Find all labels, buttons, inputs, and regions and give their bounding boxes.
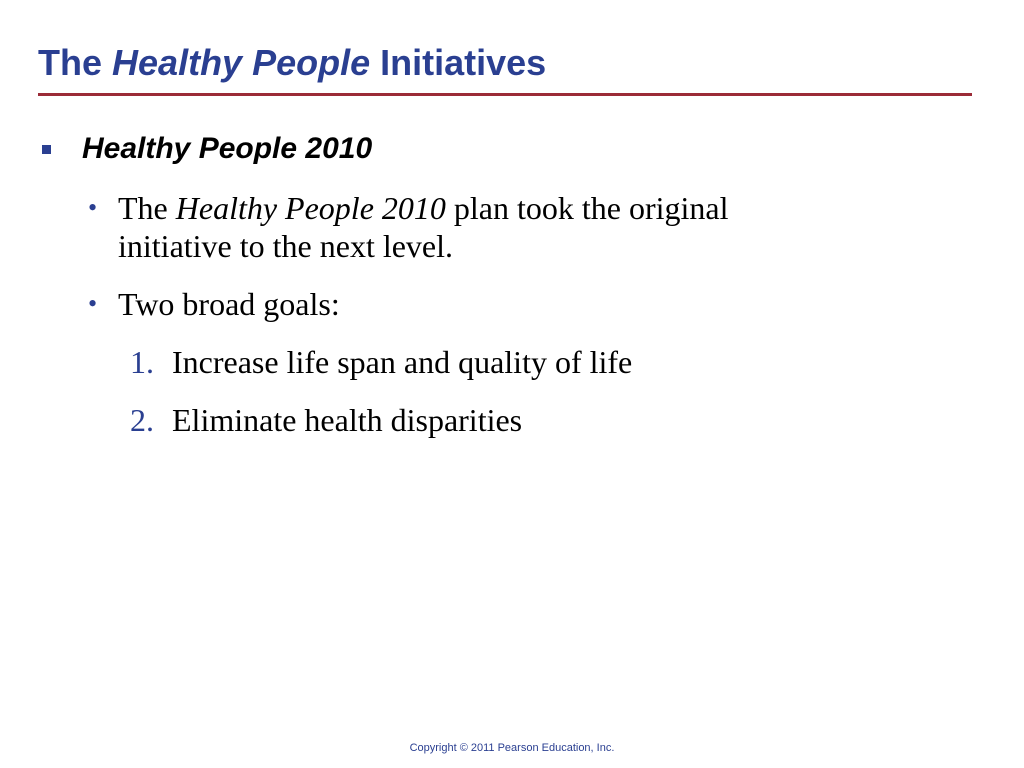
round-bullet-icon: • [88, 289, 98, 318]
title-suffix: Initiatives [380, 42, 547, 83]
section-heading: Healthy People 2010 [82, 132, 373, 165]
goal-text: Eliminate health disparities [172, 402, 523, 438]
round-bullet-icon: • [88, 193, 98, 222]
goal-number: 2. [130, 402, 154, 438]
bullet-text-italic: Healthy People 2010 [175, 190, 446, 226]
list-item [88, 285, 848, 323]
level1-item [38, 128, 978, 170]
goal-text: Increase life span and quality of life [172, 344, 633, 380]
bullet-text [118, 189, 848, 265]
goal-item [130, 401, 830, 439]
square-bullet-icon [42, 145, 51, 154]
bullet-text: Two broad goals: [118, 286, 340, 322]
bullet-text-start: The [118, 190, 168, 226]
copyright-footer: Copyright © 2011 Pearson Education, Inc. [409, 742, 615, 754]
bullet-text-end: plan took the original initiative to the next level. [118, 190, 729, 264]
slide-title [38, 40, 546, 86]
title-prefix: The [38, 42, 103, 83]
list-item [88, 189, 848, 265]
goal-number: 1. [130, 344, 154, 380]
title-divider [38, 93, 972, 96]
title-emphasis: Healthy People [112, 42, 371, 83]
goal-item [130, 343, 830, 381]
